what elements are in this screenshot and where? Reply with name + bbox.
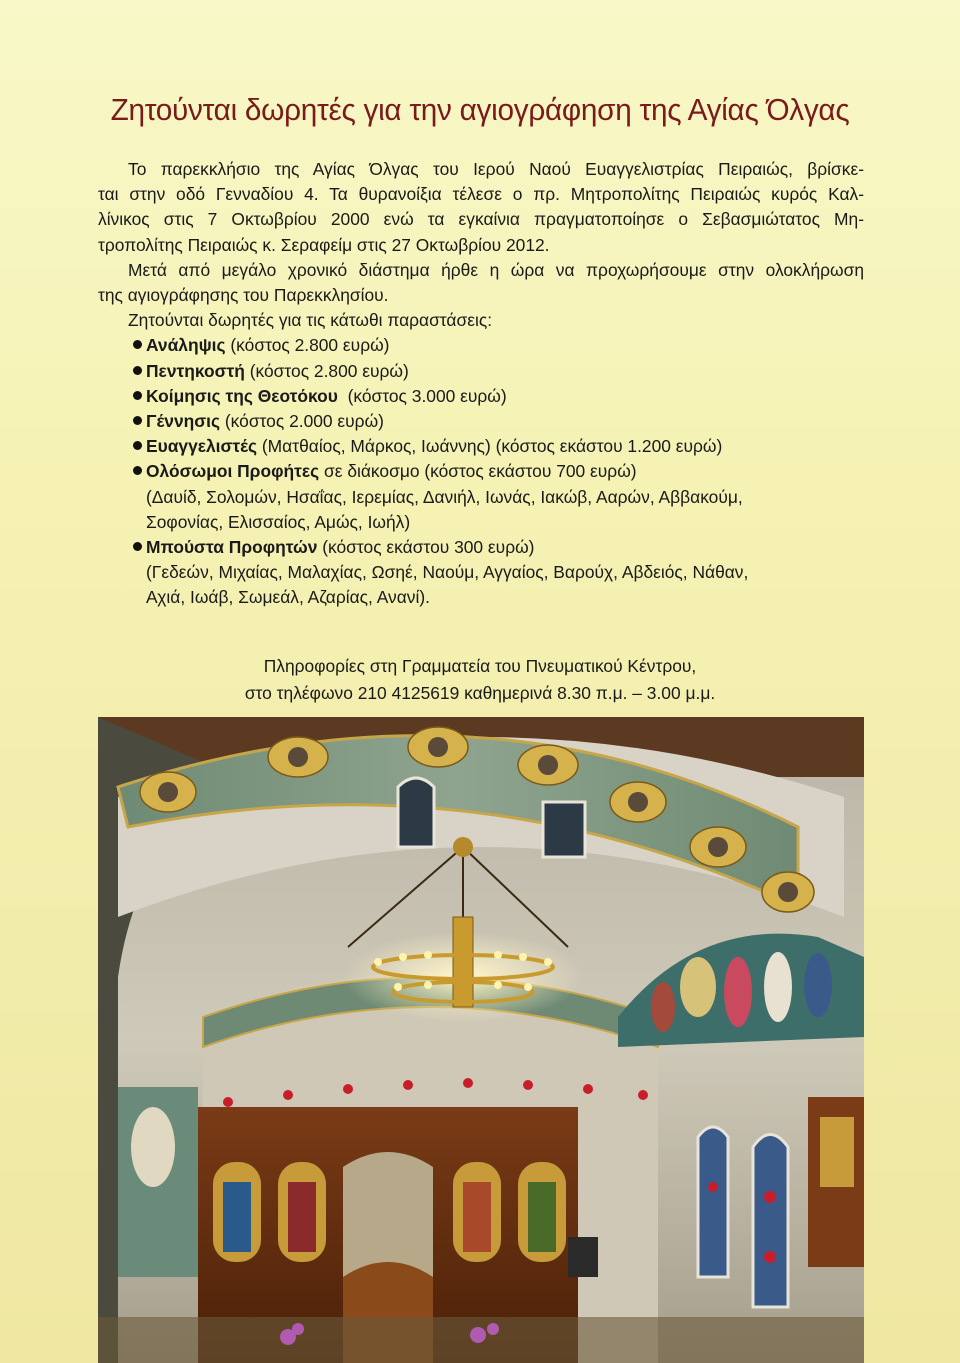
text-line: Μετά από μεγάλο χρονικό διάστημα ήρθε η ώρα να προχωρήσουμε στην ολοκλήρωση xyxy=(128,259,864,280)
text-line: λίνικος στις 7 Οκτωβρίου 2000 ενώ τα εγκαίνια πραγματοποίησε ο Σεβασμιώτατος Μη- xyxy=(98,209,864,230)
list-item xyxy=(98,359,864,384)
item-sub-line: Αχιά, Ιωάβ, Σωμεάλ, Αζαρίας, Ανανί). xyxy=(146,587,430,608)
item-name: Ευαγγελιστές xyxy=(146,436,258,457)
bullet-icon xyxy=(133,366,142,375)
bullet-icon xyxy=(133,416,142,425)
text-line: τροπολίτης Πειραιώς κ. Σεραφείμ στις 27 Οκτωβρίου 2012. xyxy=(98,234,550,255)
bullet-icon xyxy=(133,542,142,551)
item-sub-line: Σοφονίας, Ελισσαίος, Αμώς, Ιωήλ) xyxy=(146,511,411,532)
item-sub-line: (Δαυίδ, Σολομών, Ησαΐας, Ιερεμίας, Δανιήλ, Ιωνάς, Ιακώβ, Ααρών, Αββακούμ, xyxy=(146,486,743,507)
text-line: της αγιογράφησης του Παρεκκλησίου. xyxy=(98,285,389,306)
item-detail: (κόστος εκάστου 300 ευρώ) xyxy=(317,537,535,558)
item-sub-line: (Γεδεών, Μιχαίας, Μαλαχίας, Ωσηέ, Ναούμ, Αγγαίος, Βαρούχ, Αβδειός, Νάθαν, xyxy=(146,562,749,583)
page-title: Ζητούνται δωρητές για την αγιογράφηση της Αγίας Όλγας xyxy=(110,92,850,127)
list-item xyxy=(98,409,864,434)
contact-info xyxy=(0,653,960,707)
chapel-interior-photo xyxy=(98,717,864,1363)
list-item xyxy=(98,384,864,409)
item-detail: σε διάκοσμο (κόστος εκάστου 700 ευρώ) xyxy=(319,461,637,482)
list-item xyxy=(98,535,864,611)
bullet-icon xyxy=(133,391,142,400)
list-item xyxy=(98,434,864,459)
item-name: Ανάληψις xyxy=(146,335,226,356)
item-name: Μπούστα Προφητών xyxy=(146,537,318,558)
chapel-interior-illustration xyxy=(98,717,864,1363)
info-line: Πληροφορίες στη Γραμματεία του Πνευματικού Κέντρου, xyxy=(263,656,697,676)
main-text xyxy=(98,157,864,611)
item-name: Ολόσωμοι Προφήτες xyxy=(146,461,320,482)
item-detail: (κόστος 3.000 ευρώ) xyxy=(337,385,507,406)
paragraph-completion xyxy=(98,258,864,308)
list-item xyxy=(98,333,864,358)
item-detail: (κόστος 2.800 ευρώ) xyxy=(225,335,390,356)
info-line: στο τηλέφωνο 210 4125619 καθημερινά 8.30 π.μ. – 3.00 μ.μ. xyxy=(244,683,716,703)
item-name: Κοίμησις της Θεοτόκου xyxy=(146,385,338,406)
item-detail: (Ματθαίος, Μάρκος, Ιωάννης) (κόστος εκάστου 1.200 ευρώ) xyxy=(257,436,723,457)
paragraph-chapel-history xyxy=(98,157,864,258)
list-item xyxy=(98,459,864,535)
text-line: ται στην οδό Γενναδίου 4. Τα θυρανοίξια τέλεσε ο πρ. Μητροπολίτης Πειραιώς κυρός Καλ- xyxy=(98,184,864,205)
item-detail: (κόστος 2.800 ευρώ) xyxy=(244,360,409,381)
icon-list xyxy=(98,333,864,610)
item-detail: (κόστος 2.000 ευρώ) xyxy=(220,411,384,432)
donor-intro: Ζητούνται δωρητές για τις κάτωθι παραστάσεις: xyxy=(128,310,493,331)
item-name: Γέννησις xyxy=(146,411,221,432)
item-name: Πεντηκοστή xyxy=(146,360,245,381)
text-line: Το παρεκκλήσιο της Αγίας Όλγας του Ιερού Ναού Ευαγγελιστρίας Πειραιώς, βρίσκε- xyxy=(128,159,864,179)
